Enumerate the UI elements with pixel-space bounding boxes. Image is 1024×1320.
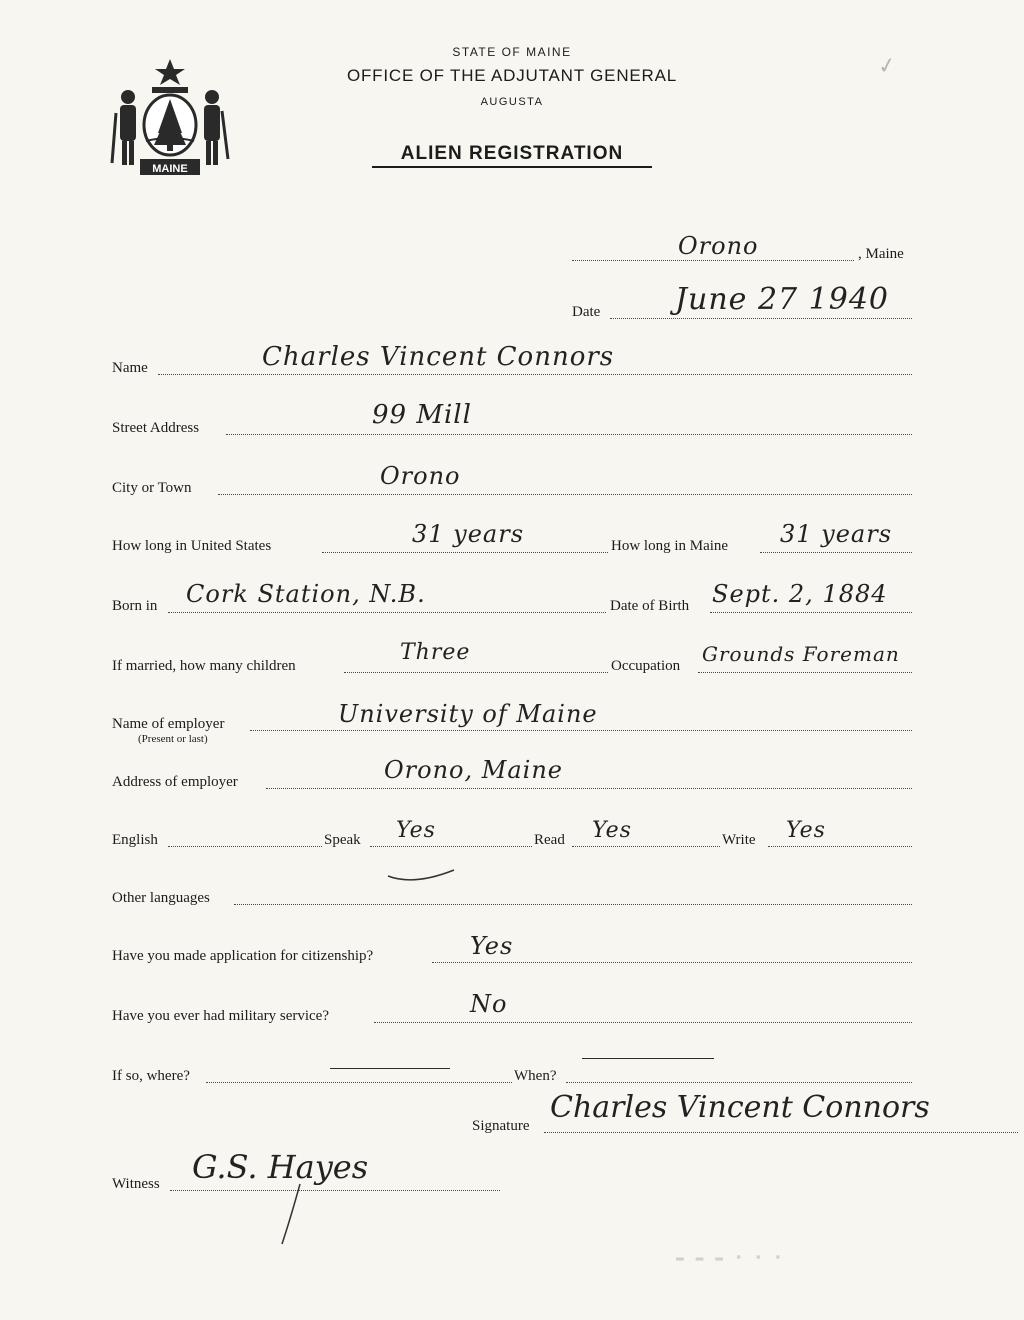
how-long-us-label: How long in United States bbox=[112, 538, 272, 554]
name-value: Charles Vincent Connors bbox=[262, 342, 615, 372]
city-label: City or Town bbox=[112, 480, 192, 496]
read-line bbox=[572, 846, 720, 847]
employer-label: Name of employer bbox=[112, 716, 225, 732]
occupation-line bbox=[698, 672, 912, 673]
read-value: Yes bbox=[592, 818, 632, 843]
when-label: When? bbox=[514, 1068, 557, 1084]
citizenship-value: Yes bbox=[470, 932, 514, 960]
faint-stamp: ▬ ▬ ▬ ▪ ▪ ▪ bbox=[676, 1250, 784, 1265]
dob-label: Date of Birth bbox=[610, 598, 690, 614]
street-label: Street Address bbox=[112, 420, 200, 436]
date-label: Date bbox=[572, 304, 601, 320]
street-line bbox=[226, 434, 912, 435]
english-label: English bbox=[112, 832, 158, 848]
write-label: Write bbox=[722, 832, 756, 848]
witness-line bbox=[170, 1190, 500, 1191]
speak-flourish bbox=[384, 860, 464, 884]
how-long-us-value: 31 years bbox=[412, 520, 525, 548]
city-value: Orono bbox=[380, 462, 461, 490]
form-title: ALIEN REGISTRATION bbox=[400, 143, 624, 164]
date-line bbox=[610, 318, 912, 319]
how-long-maine-line bbox=[760, 552, 912, 553]
when-dash bbox=[582, 1058, 714, 1059]
employer-address-label: Address of employer bbox=[112, 774, 238, 790]
other-languages-label: Other languages bbox=[112, 890, 210, 906]
witness-value: G.S. Hayes bbox=[192, 1148, 369, 1186]
how-long-us-line bbox=[322, 552, 608, 553]
write-line bbox=[768, 846, 912, 847]
place-suffix: , Maine bbox=[858, 246, 904, 262]
other-languages-line bbox=[234, 904, 912, 905]
military-label: Have you ever had military service? bbox=[112, 1008, 329, 1024]
how-long-maine-label: How long in Maine bbox=[611, 538, 729, 554]
citizenship-label: Have you made application for citizenship? bbox=[112, 948, 374, 964]
where-label: If so, where? bbox=[112, 1068, 190, 1084]
seal-text: MAINE bbox=[152, 163, 188, 175]
speak-value: Yes bbox=[396, 818, 436, 843]
occupation-value: Grounds Foreman bbox=[702, 642, 900, 666]
write-value: Yes bbox=[786, 818, 826, 843]
witness-flourish bbox=[276, 1180, 306, 1250]
occupation-label: Occupation bbox=[611, 658, 681, 674]
where-line bbox=[206, 1082, 512, 1083]
born-value: Cork Station, N.B. bbox=[186, 580, 426, 608]
military-value: No bbox=[470, 990, 508, 1018]
signature-line bbox=[544, 1132, 1018, 1133]
witness-label: Witness bbox=[112, 1176, 160, 1192]
place-line bbox=[572, 260, 854, 261]
where-dash bbox=[330, 1068, 450, 1069]
check-mark-icon: ✓ bbox=[875, 52, 899, 81]
name-label: Name bbox=[112, 360, 148, 376]
when-line bbox=[566, 1082, 912, 1083]
street-value: 99 Mill bbox=[372, 400, 472, 430]
header-city: AUGUSTA bbox=[480, 96, 544, 108]
name-line bbox=[158, 374, 912, 375]
citizenship-line bbox=[432, 962, 912, 963]
employer-sub-label: (Present or last) bbox=[138, 733, 208, 745]
header-office: OFFICE OF THE ADJUTANT GENERAL bbox=[346, 66, 678, 85]
how-long-maine-value: 31 years bbox=[780, 520, 893, 548]
speak-line bbox=[370, 846, 532, 847]
born-label: Born in bbox=[112, 598, 158, 614]
military-line bbox=[374, 1022, 912, 1023]
title-underline bbox=[372, 166, 652, 168]
place-value: Orono bbox=[678, 232, 759, 260]
dob-value: Sept. 2, 1884 bbox=[712, 580, 888, 608]
date-value: June 27 1940 bbox=[675, 282, 890, 317]
employer-address-value: Orono, Maine bbox=[384, 756, 563, 784]
employer-line bbox=[250, 730, 912, 731]
children-value: Three bbox=[400, 640, 471, 665]
header-state: STATE OF MAINE bbox=[452, 45, 572, 59]
city-line bbox=[218, 494, 912, 495]
born-line bbox=[168, 612, 606, 613]
signature-label: Signature bbox=[472, 1118, 530, 1134]
employer-address-line bbox=[266, 788, 912, 789]
signature-value: Charles Vincent Connors bbox=[550, 1090, 930, 1125]
speak-label: Speak bbox=[324, 832, 361, 848]
children-label: If married, how many children bbox=[112, 658, 296, 674]
dob-line bbox=[710, 612, 912, 613]
children-line bbox=[344, 672, 608, 673]
employer-value: University of Maine bbox=[338, 700, 598, 728]
english-line bbox=[168, 846, 322, 847]
read-label: Read bbox=[534, 832, 565, 848]
